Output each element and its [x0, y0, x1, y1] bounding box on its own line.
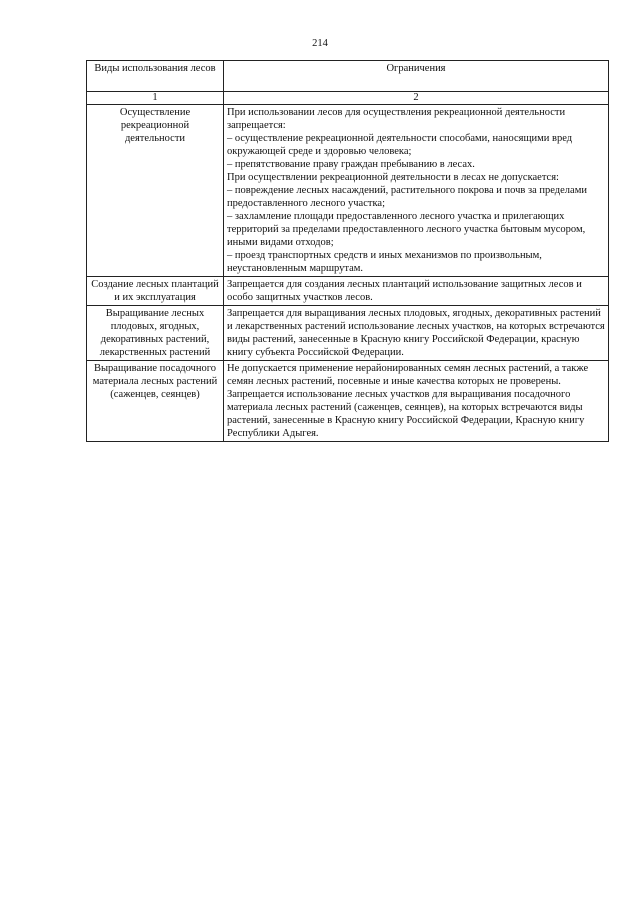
header-restrictions: Ограничения — [224, 61, 609, 92]
restrictions-cell — [224, 361, 609, 442]
table-row — [87, 277, 609, 306]
table-row — [87, 361, 609, 442]
restrictions-cell — [224, 105, 609, 277]
restriction-line: – проезд транспортных средств и иных механизмов по произвольным, неустановленным маршрутам. — [227, 250, 542, 274]
table-row — [87, 306, 609, 361]
restriction-line: При осуществлении рекреационной деятельности в лесах не допускается: — [227, 172, 559, 183]
restriction-line: Запрещается использование лесных участков для выращивания посадочного материала лесных растений (саженцев, сеянцев), на которых встречаются виды растений, занесенные в Красную книгу Российской Федерации, Красную книгу Республики Адыгея. — [227, 389, 585, 439]
restriction-line: – захламление площади предоставленного лесного участка и прилегающих территорий за пределами предоставленного лесного участка бытовым мусором, иными видами отходов; — [227, 211, 586, 248]
column-numbers-row — [87, 92, 609, 105]
restrictions-table — [86, 60, 609, 442]
restrictions-cell — [224, 277, 609, 306]
table-row — [87, 105, 609, 277]
use-type-cell: Выращивание посадочного материала лесных растений (саженцев, сеянцев) — [87, 361, 224, 442]
column-number-2: 2 — [224, 92, 609, 105]
restriction-line: Не допускается применение нерайонированных семян лесных растений, а также семян лесных растений, посевные и иные качества которых не проверены. — [227, 363, 589, 387]
restrictions-cell — [224, 306, 609, 361]
use-type-cell: Выращивание лесных плодовых, ягодных, декоративных растений, лекарственных растений — [87, 306, 224, 361]
restriction-line: Запрещается для создания лесных плантаций использование защитных лесов и особо защитных участков лесов. — [227, 279, 582, 303]
restriction-line: – повреждение лесных насаждений, растительного покрова и почв за пределами предоставленного лесного участка; — [227, 185, 587, 209]
restriction-line: – препятствование праву граждан пребыванию в лесах. — [227, 159, 475, 170]
table-header-row — [87, 61, 609, 92]
restriction-line: Запрещается для выращивания лесных плодовых, ягодных, декоративных растений и лекарственных растений использование лесных участков, на которых встречаются виды растений, занесенные в Красную книгу Российской Федерации, красную книгу субъекта Российской Федерации. — [227, 308, 605, 358]
restriction-line: При использовании лесов для осуществления рекреационной деятельности запрещается: — [227, 107, 566, 131]
use-type-cell: Осуществление рекреационной деятельности — [87, 105, 224, 277]
header-forest-use-types: Виды использования лесов — [87, 61, 224, 92]
column-number-1: 1 — [87, 92, 224, 105]
page-number: 214 — [312, 38, 328, 49]
use-type-cell: Создание лесных плантаций и их эксплуатация — [87, 277, 224, 306]
restriction-line: – осуществление рекреационной деятельности способами, наносящими вред окружающей среде и здоровью человека; — [227, 133, 573, 157]
